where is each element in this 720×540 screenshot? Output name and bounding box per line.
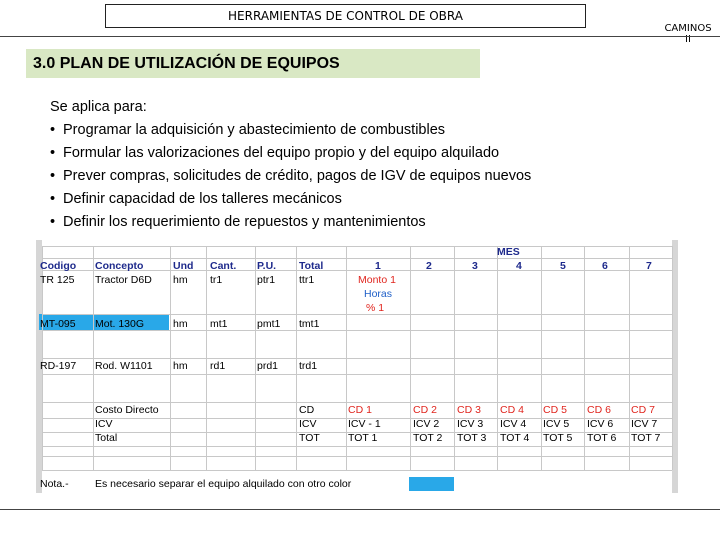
summary-value: ICV 7 bbox=[631, 418, 658, 430]
grid-line-horizontal bbox=[42, 358, 672, 359]
summary-value: CD 7 bbox=[631, 404, 655, 416]
section-title-text: 3.0 PLAN DE UTILIZACIÓN DE EQUIPOS bbox=[33, 54, 340, 72]
mes-header: MES bbox=[497, 246, 520, 258]
summary-value: TOT 7 bbox=[631, 432, 661, 444]
summary-value: TOT 6 bbox=[587, 432, 617, 444]
summary-value: TOT 5 bbox=[543, 432, 573, 444]
summary-value: CD 1 bbox=[348, 404, 372, 416]
summary-value: CD 6 bbox=[587, 404, 611, 416]
summary-value: CD 4 bbox=[500, 404, 524, 416]
grid-line-horizontal bbox=[42, 314, 672, 315]
equipment-concepto-cell: Tractor D6D bbox=[95, 274, 152, 286]
bullet-text: Prever compras, solicitudes de crédito, pagos de IGV de equipos nuevos bbox=[63, 168, 532, 184]
spreadsheet-image bbox=[36, 240, 678, 493]
summary-value: TOT 4 bbox=[500, 432, 530, 444]
bullet-icon: • bbox=[50, 145, 56, 161]
grid-line-horizontal bbox=[42, 246, 672, 247]
grid-line-vertical bbox=[672, 246, 673, 470]
bullet-list bbox=[50, 119, 531, 234]
summary-value: ICV 5 bbox=[543, 418, 570, 430]
equipment-total-cell: tmt1 bbox=[299, 318, 320, 330]
month-header: 6 bbox=[602, 260, 608, 272]
column-header: Codigo bbox=[40, 260, 77, 272]
month-header: 1 bbox=[375, 260, 381, 272]
equipment-cant-cell: mt1 bbox=[210, 318, 228, 330]
equipment-total-cell: trd1 bbox=[299, 360, 318, 372]
equipment-codigo-cell: TR 125 bbox=[40, 274, 75, 286]
note-text: Es necesario separar el equipo alquilado con otro color bbox=[95, 478, 352, 490]
bullet-text: Programar la adquisición y abastecimiento de combustibles bbox=[63, 122, 446, 138]
column-header: Cant. bbox=[210, 260, 237, 272]
grid-line-horizontal bbox=[42, 258, 672, 259]
equipment-concepto-cell: Rod. W1101 bbox=[95, 360, 153, 372]
summary-value: TOT 1 bbox=[348, 432, 378, 444]
summary-value: ICV 6 bbox=[587, 418, 614, 430]
bullet-item bbox=[50, 188, 531, 211]
equipment-und-cell: hm bbox=[173, 318, 188, 330]
equipment-pu-cell: prd1 bbox=[257, 360, 279, 372]
equipment-und-cell: hm bbox=[173, 274, 188, 286]
equipment-cant-cell: tr1 bbox=[210, 274, 223, 286]
summary-value: TOT 3 bbox=[457, 432, 487, 444]
month1-hours-note: Horas bbox=[364, 288, 393, 300]
footer-divider bbox=[0, 509, 720, 510]
column-header: Und bbox=[173, 260, 194, 272]
month-header: 2 bbox=[426, 260, 432, 272]
summary-value: ICV - 1 bbox=[348, 418, 381, 430]
course-label-line1: CAMINOS bbox=[664, 23, 712, 34]
bullet-item bbox=[50, 165, 531, 188]
bullet-icon: • bbox=[50, 191, 56, 207]
equipment-codigo-cell: RD-197 bbox=[40, 360, 77, 372]
summary-label: Total bbox=[95, 432, 118, 444]
bullet-text: Definir los requerimiento de repuestos y mantenimientos bbox=[63, 214, 426, 230]
grid-line-horizontal bbox=[42, 446, 672, 447]
grid-line-horizontal bbox=[42, 374, 672, 375]
bullet-text: Definir capacidad de los talleres mecánicos bbox=[63, 191, 342, 207]
month-header: 3 bbox=[472, 260, 478, 272]
course-label bbox=[658, 23, 718, 45]
note-label: Nota.- bbox=[40, 478, 69, 490]
month-header: 4 bbox=[516, 260, 522, 272]
column-header: Total bbox=[299, 260, 324, 272]
summary-value: CD 5 bbox=[543, 404, 567, 416]
column-header: P.U. bbox=[257, 260, 277, 272]
summary-label: ICV bbox=[95, 418, 113, 430]
summary-label: Costo Directo bbox=[95, 404, 159, 416]
bullet-icon: • bbox=[50, 168, 56, 184]
intro-text: Se aplica para: bbox=[50, 99, 147, 115]
bullet-item bbox=[50, 119, 531, 142]
month1-percent-note: % 1 bbox=[366, 302, 385, 314]
month-header: 7 bbox=[646, 260, 652, 272]
grid-line-horizontal bbox=[42, 456, 672, 457]
equipment-concepto-cell: Mot. 130G bbox=[95, 318, 145, 330]
column-header: Concepto bbox=[95, 260, 144, 272]
equipment-pu-cell: ptr1 bbox=[257, 274, 276, 286]
summary-code: ICV bbox=[299, 418, 317, 430]
course-label-line2: II bbox=[685, 34, 691, 45]
bullet-item bbox=[50, 211, 531, 234]
grid-line-horizontal bbox=[42, 402, 672, 403]
document-header bbox=[105, 4, 586, 28]
bullet-icon: • bbox=[50, 214, 56, 230]
section-title bbox=[26, 49, 480, 78]
equipment-pu-cell: pmt1 bbox=[257, 318, 281, 330]
bullet-icon: • bbox=[50, 122, 56, 138]
summary-value: CD 2 bbox=[413, 404, 437, 416]
header-divider bbox=[0, 36, 720, 37]
equipment-codigo-cell: MT-095 bbox=[40, 318, 76, 330]
summary-value: ICV 3 bbox=[457, 418, 484, 430]
summary-code: TOT bbox=[299, 432, 320, 444]
bullet-item bbox=[50, 142, 531, 165]
equipment-total-cell: ttr1 bbox=[299, 274, 315, 286]
equipment-cant-cell: rd1 bbox=[210, 360, 226, 372]
summary-value: CD 3 bbox=[457, 404, 481, 416]
month-header: 5 bbox=[560, 260, 566, 272]
bullet-text: Formular las valorizaciones del equipo propio y del equipo alquilado bbox=[63, 145, 500, 161]
summary-value: ICV 2 bbox=[413, 418, 440, 430]
highlight-note-cell bbox=[409, 477, 454, 491]
summary-value: ICV 4 bbox=[500, 418, 527, 430]
equipment-und-cell: hm bbox=[173, 360, 188, 372]
summary-value: TOT 2 bbox=[413, 432, 443, 444]
grid-line-horizontal bbox=[42, 470, 672, 471]
month1-amount-note: Monto 1 bbox=[358, 274, 396, 286]
summary-code: CD bbox=[299, 404, 315, 416]
document-header-title: HERRAMIENTAS DE CONTROL DE OBRA bbox=[228, 9, 463, 23]
